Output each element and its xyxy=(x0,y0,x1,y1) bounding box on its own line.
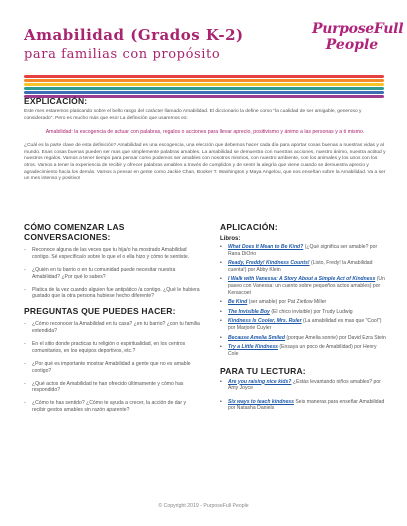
books-list xyxy=(220,244,386,358)
left-column xyxy=(24,222,200,420)
explanation-body: ¿Cuál es la parte clave de esta definición? Amabilidad es una escogencia, una elección que debemos hacer cada día para aportar cosas buenas a nuestras vidas y al mundo. Esas cosas buenas pueden ser mas que simplemente palabras amables. La amabilidad se demuestra con nuestras acciones, nuestro ánimo, nuestra actitud y nuestros regalos. Vamos a tener tiempo para pensar como podemos ser amables con nosotros mismos, con nuestro ambiente, con los animales y los unos con los otros. Vamos a tener la experiencia de recibir y ofrecer palabras amables a través de cumplidos y de sentir la alegría que viene cuando se demuestra aprecio y agradecimiento hacia los demás. Vamos a pensar en gente como Jackie Chan, Booker T. Washington y Maya Angelou, que nos enseñan sobre la Amabilidad. Va a ser un mes intenso y positivo! xyxy=(24,143,386,182)
article-link[interactable]: Are you raising nice kids? xyxy=(228,378,292,385)
books-label: Libros: xyxy=(220,236,241,242)
book-item: • I Walk with Vanessa: A Story About a Simple Act of Kindness (Un paseo con Vanessa: un cuento sobre pequeños actos amables) por Kerascoet xyxy=(220,276,386,296)
conversations-list xyxy=(24,247,200,300)
logo-line-2: People xyxy=(325,37,379,53)
logo-line-1: PurposeFull xyxy=(312,21,404,37)
explanation-section xyxy=(24,96,386,183)
questions-heading: PREGUNTAS QUE PUEDES HACER: xyxy=(24,306,176,317)
list-item: - ¿Por qué es importante mostrar Amabilidad a gente que no es amable contigo? xyxy=(24,361,200,375)
page-title: Amabilidad (Grados K-2) xyxy=(24,26,244,44)
reading-heading: PARA TU LECTURA: xyxy=(220,365,306,376)
book-link[interactable]: The Invisible Boy xyxy=(228,308,270,315)
list-item: - ¿Quién en tu barrio o en tu comunidad puede necesitar nuestra Amabilidad? ¿Por qué lo sabes? xyxy=(24,267,200,281)
list-item: - Platica de la vez cuando alguien fue antipático /a contigo. ¿Qué le hubiera gustado que la otra persona hubiese hecho diferente? xyxy=(24,287,200,301)
book-link[interactable]: Be Kind xyxy=(228,299,248,306)
book-link[interactable]: Kindness Is Cooler, Mrs. Ruler xyxy=(228,318,302,325)
list-item: - En el sitio donde practicas tu religión o espiritualidad, en los centros comunitarios, en los equipos deportivos, etc.? xyxy=(24,341,200,355)
color-stripe xyxy=(24,75,384,78)
kindness-definition: Amabilidad: la escogencia de actuar con palabras, regalos o acciones para llevar aprecio, positivismo y ánimo a las personas y a ti mismo. xyxy=(45,129,365,136)
book-link[interactable]: Ready, Freddy! Kindness Counts! xyxy=(228,260,310,267)
article-link[interactable]: Six ways to teach kindness xyxy=(228,398,294,405)
list-item: - ¿Qué actos de Amabilidad te han ofrecido últimamente y cómo has respondido? xyxy=(24,381,200,395)
book-item: • Try a Little Kindness (Ensaya un poco de Amabilidad) por Henry Cole xyxy=(220,344,386,357)
list-item: - ¿Cómo te has sentido? ¿Cómo te ayuda a crecer, la acción de dar y recibir gestos amables sin razón aparente? xyxy=(24,400,200,414)
list-item: - Reconoce alguna de las veces que tu hija/o ha mostrado Amabilidad contigo. Sé específica/o sobre lo que el o ella hizo y cómo te sentiste. xyxy=(24,247,200,261)
color-stripe xyxy=(24,87,384,90)
book-item: • Kindness Is Cooler, Mrs. Ruler (La amabilidad es mas que "Cool") por Marjorie Cuyler xyxy=(220,318,386,331)
page-header xyxy=(24,26,284,62)
conversations-heading: CÓMO COMENZAR LAS CONVERSACIONES: xyxy=(24,222,125,242)
book-link[interactable]: Try a Little Kindness xyxy=(228,344,279,351)
reading-item: • Are you raising nice kids? ¿Estás levantando niños amables? por Amy Joyce xyxy=(220,379,386,392)
book-link[interactable]: Because Amelia Smiled xyxy=(228,334,286,341)
right-column xyxy=(220,222,386,420)
book-item: • What Does It Mean to Be Kind? (¿Qué significa ser amable? por Rana DiOrio xyxy=(220,244,386,257)
purposefull-people-logo xyxy=(312,21,404,53)
explanation-heading: EXPLICACIÓN: xyxy=(24,96,88,106)
list-item: - ¿Cómo reconocer la Amabilidad en tu casa? ¿en tu barrio? ¿con tu familia extendida? xyxy=(24,321,200,335)
page-subtitle: para familias con propósito xyxy=(24,47,221,62)
explanation-intro: Este mes estaremos platicando sobre el bello rasgo del carácter llamado Amabilidad. El diccionario la define como "la cualidad de ser amigable, generoso y considerado". Pero es mucho más que eso! La definición que usaremos es: xyxy=(24,109,362,121)
questions-list xyxy=(24,321,200,414)
application-heading: APLICACIÓN: xyxy=(220,222,278,232)
book-link[interactable]: What Does It Mean to Be Kind? xyxy=(228,244,304,250)
book-item: • Because Amelia Smiled (porque Amelia sonrie) por David Ezra Stein xyxy=(220,335,386,342)
color-stripe xyxy=(24,91,384,94)
book-item: • Ready, Freddy! Kindness Counts! (Listo, Fredy! la Amabilidad cuenta!) por Abby Klein xyxy=(220,260,386,273)
reading-item: • Six ways to teach kindness Seis maneras para enseñar Amabilidad por Natasha Daniels xyxy=(220,399,386,412)
book-item: • The Invisible Boy (El chico invisible) por Trudy Ludwig xyxy=(220,309,386,316)
book-item: • Be Kind (ser amable) por Pat Zietlow Miller xyxy=(220,299,386,306)
two-column-section xyxy=(24,222,386,420)
color-stripe xyxy=(24,83,384,86)
color-stripe xyxy=(24,79,384,82)
footer-copyright: © Copyright 2019 - PurposeFull People xyxy=(158,503,249,509)
book-link[interactable]: I Walk with Vanessa: A Story About a Simple Act of Kindness xyxy=(228,276,376,283)
reading-list xyxy=(220,379,386,412)
